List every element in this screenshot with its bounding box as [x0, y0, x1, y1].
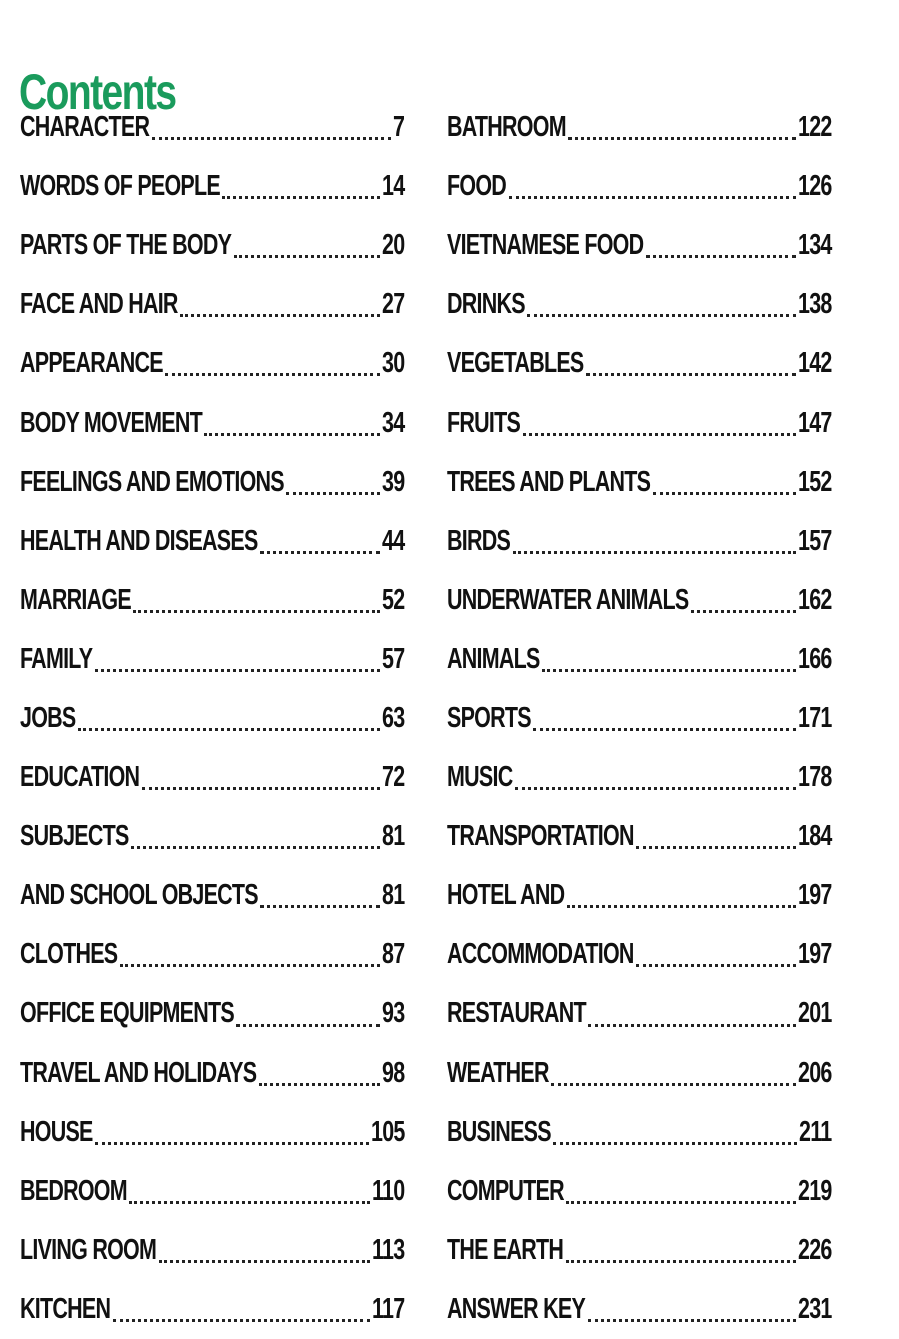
- dot-leader: [234, 255, 380, 258]
- toc-entry[interactable]: [447, 334, 832, 393]
- toc-entry[interactable]: [447, 807, 832, 866]
- toc-entry-label: MARRIAGE: [20, 583, 131, 616]
- toc-entry[interactable]: [447, 748, 832, 807]
- toc-entry[interactable]: [447, 1103, 832, 1162]
- toc-entry-page: 126: [798, 170, 832, 203]
- dot-leader: [204, 433, 380, 436]
- toc-entry-page: 81: [382, 879, 405, 912]
- toc-entry[interactable]: [447, 1280, 832, 1339]
- toc-entry[interactable]: [20, 157, 405, 216]
- dot-leader: [133, 610, 380, 613]
- toc-entry-page: 63: [382, 701, 405, 734]
- toc-entry-page: 27: [382, 288, 405, 321]
- toc-entry[interactable]: [20, 866, 405, 925]
- toc-entry-label: LIVING ROOM: [20, 1233, 157, 1266]
- toc-entry[interactable]: [447, 512, 832, 571]
- toc-entry[interactable]: [447, 925, 832, 984]
- toc-entry[interactable]: [20, 1162, 405, 1221]
- toc-entry-label: ACCOMMODATION: [447, 938, 634, 971]
- dot-leader: [691, 610, 796, 613]
- toc-entry-label: PARTS OF THE BODY: [20, 229, 232, 262]
- dot-leader: [653, 492, 796, 495]
- toc-entry-label: BODY MOVEMENT: [20, 406, 202, 439]
- toc-entry-page: 142: [798, 347, 832, 380]
- dot-leader: [567, 905, 796, 908]
- toc-entry[interactable]: [20, 275, 405, 334]
- toc-entry[interactable]: [447, 630, 832, 689]
- toc-entry[interactable]: [447, 216, 832, 275]
- toc-entry-label: FRUITS: [447, 406, 521, 439]
- toc-entry[interactable]: [20, 571, 405, 630]
- toc-entry-label: HEALTH AND DISEASES: [20, 524, 258, 557]
- toc-entry-label: CHARACTER: [20, 111, 150, 144]
- toc-entry-label: FOOD: [447, 170, 507, 203]
- toc-entry[interactable]: [20, 748, 405, 807]
- dot-leader: [286, 492, 380, 495]
- toc-entry-label: ANSWER KEY: [447, 1292, 586, 1325]
- toc-entry[interactable]: [20, 512, 405, 571]
- toc-entry-page: 166: [798, 642, 832, 675]
- dot-leader: [131, 846, 380, 849]
- toc-entry-label: MUSIC: [447, 761, 513, 794]
- dot-leader: [259, 1083, 380, 1086]
- toc-entry[interactable]: [20, 98, 405, 157]
- toc-entry-page: 72: [382, 761, 405, 794]
- toc-entry-label: BEDROOM: [20, 1174, 127, 1207]
- dot-leader: [515, 787, 796, 790]
- toc-entry-page: 197: [798, 938, 832, 971]
- toc-entry-label: HOTEL AND: [447, 879, 565, 912]
- dot-leader: [142, 787, 380, 790]
- dot-leader: [551, 1083, 796, 1086]
- page-title: Contents: [19, 63, 176, 120]
- toc-entry[interactable]: [20, 1280, 405, 1339]
- toc-entry-page: 219: [798, 1174, 832, 1207]
- toc-entry-page: 226: [798, 1233, 832, 1266]
- dot-leader: [260, 905, 380, 908]
- dot-leader: [95, 669, 380, 672]
- toc-entry-page: 57: [382, 642, 405, 675]
- toc-left-column: [20, 98, 405, 1339]
- toc-entry-page: 157: [798, 524, 832, 557]
- dot-leader: [542, 669, 796, 672]
- dot-leader: [523, 433, 796, 436]
- toc-entry[interactable]: [447, 1044, 832, 1103]
- toc-entry-page: 14: [382, 170, 405, 203]
- dot-leader: [222, 196, 380, 199]
- toc-entry[interactable]: [447, 453, 832, 512]
- dot-leader: [566, 1260, 796, 1263]
- toc-entry-label: BATHROOM: [447, 111, 566, 144]
- toc-entry-label: AND SCHOOL OBJECTS: [20, 879, 258, 912]
- dot-leader: [78, 728, 380, 731]
- dot-leader: [566, 1201, 796, 1204]
- toc-entry-page: 171: [798, 701, 832, 734]
- toc-entry-label: COMPUTER: [447, 1174, 564, 1207]
- toc-entry-label: SPORTS: [447, 701, 531, 734]
- toc-entry-label: BUSINESS: [447, 1115, 551, 1148]
- toc-entry-page: 110: [372, 1174, 405, 1207]
- toc-entry-label: JOBS: [20, 701, 76, 734]
- dot-leader: [527, 314, 796, 317]
- toc-entry-label: BIRDS: [447, 524, 511, 557]
- toc-entry[interactable]: [447, 98, 832, 157]
- dot-leader: [568, 137, 796, 140]
- toc-entry[interactable]: [447, 1221, 832, 1280]
- toc-entry-label: WORDS OF PEOPLE: [20, 170, 220, 203]
- dot-leader: [509, 196, 796, 199]
- toc-entry-page: 105: [371, 1115, 405, 1148]
- toc-entry-label: HOUSE: [20, 1115, 93, 1148]
- dot-leader: [260, 551, 380, 554]
- dot-leader: [588, 1024, 796, 1027]
- toc-entry-label: SUBJECTS: [20, 820, 129, 853]
- toc-entry[interactable]: [20, 807, 405, 866]
- toc-entry-page: 34: [382, 406, 405, 439]
- toc-entry-label: CLOTHES: [20, 938, 118, 971]
- toc-entry[interactable]: [20, 689, 405, 748]
- dot-leader: [95, 1142, 369, 1145]
- toc-entry-page: 39: [382, 465, 405, 498]
- toc-entry-label: APPEARANCE: [20, 347, 163, 380]
- toc-entry-page: 93: [382, 997, 405, 1030]
- toc-entry-page: 211: [799, 1115, 832, 1148]
- toc-entry-page: 201: [798, 997, 832, 1030]
- toc-entry-page: 162: [798, 583, 832, 616]
- toc-entry-page: 184: [798, 820, 832, 853]
- toc-entry[interactable]: [447, 866, 832, 925]
- toc-entry-page: 178: [798, 761, 832, 794]
- dot-leader: [553, 1142, 797, 1145]
- toc-entry-page: 98: [382, 1056, 405, 1089]
- toc-entry[interactable]: [447, 275, 832, 334]
- toc-entry[interactable]: [447, 157, 832, 216]
- toc-entry-label: KITCHEN: [20, 1292, 111, 1325]
- toc-entry[interactable]: [20, 216, 405, 275]
- toc-entry-label: VEGETABLES: [447, 347, 584, 380]
- dot-leader: [588, 1319, 796, 1322]
- toc-entry-page: 30: [382, 347, 405, 380]
- toc-entry-label: RESTAURANT: [447, 997, 586, 1030]
- toc-entry-page: 20: [382, 229, 405, 262]
- toc-entry-label: TREES AND PLANTS: [447, 465, 651, 498]
- toc-entry[interactable]: [20, 1044, 405, 1103]
- toc-entry-label: THE EARTH: [447, 1233, 564, 1266]
- toc-entry-label: FEELINGS AND EMOTIONS: [20, 465, 284, 498]
- dot-leader: [159, 1260, 370, 1263]
- toc-entry-page: 147: [798, 406, 832, 439]
- toc-entry-label: UNDERWATER ANIMALS: [447, 583, 689, 616]
- toc-entry-label: TRANSPORTATION: [447, 820, 634, 853]
- dot-leader: [513, 551, 796, 554]
- dot-leader: [120, 964, 380, 967]
- toc-entry-page: 81: [382, 820, 405, 853]
- toc-entry-page: 113: [372, 1233, 405, 1266]
- toc-entry[interactable]: [447, 571, 832, 630]
- toc-entry-page: 134: [798, 229, 832, 262]
- toc-entry-label: WEATHER: [447, 1056, 549, 1089]
- toc-entry-page: 138: [798, 288, 832, 321]
- toc-entry[interactable]: [20, 453, 405, 512]
- toc-right-column: [447, 98, 832, 1339]
- dot-leader: [636, 846, 796, 849]
- dot-leader: [129, 1201, 370, 1204]
- dot-leader: [152, 137, 391, 140]
- toc-entry-page: 122: [798, 111, 832, 144]
- toc-entry[interactable]: [20, 393, 405, 452]
- dot-leader: [113, 1319, 370, 1322]
- toc-entry-label: TRAVEL AND HOLIDAYS: [20, 1056, 257, 1089]
- toc-entry-label: FACE AND HAIR: [20, 288, 178, 321]
- toc-entry[interactable]: [447, 1162, 832, 1221]
- toc-entry[interactable]: [20, 334, 405, 393]
- toc-entry-page: 206: [798, 1056, 832, 1089]
- toc-entry-page: 87: [382, 938, 405, 971]
- toc-entry[interactable]: [447, 393, 832, 452]
- dot-leader: [646, 255, 796, 258]
- toc-entry-label: ANIMALS: [447, 642, 540, 675]
- toc-entry[interactable]: [447, 984, 832, 1043]
- toc-entry[interactable]: [20, 1103, 405, 1162]
- dot-leader: [533, 728, 796, 731]
- toc-entry[interactable]: [20, 984, 405, 1043]
- toc-entry[interactable]: [447, 689, 832, 748]
- toc-entry[interactable]: [20, 925, 405, 984]
- dot-leader: [636, 964, 796, 967]
- dot-leader: [180, 314, 380, 317]
- toc-entry-label: DRINKS: [447, 288, 525, 321]
- toc-entry-page: 197: [798, 879, 832, 912]
- dot-leader: [586, 373, 796, 376]
- toc-entry-page: 7: [393, 111, 405, 144]
- toc-entry-page: 117: [372, 1292, 405, 1325]
- toc-entry-page: 44: [382, 524, 405, 557]
- dot-leader: [165, 373, 380, 376]
- toc-entry-page: 152: [798, 465, 832, 498]
- dot-leader: [236, 1024, 380, 1027]
- toc-entry-label: EDUCATION: [20, 761, 140, 794]
- toc-entry-label: VIETNAMESE FOOD: [447, 229, 644, 262]
- toc-entry[interactable]: [20, 630, 405, 689]
- toc-entry-page: 52: [382, 583, 405, 616]
- toc-entry-label: FAMILY: [20, 642, 93, 675]
- toc-entry[interactable]: [20, 1221, 405, 1280]
- toc-entry-label: OFFICE EQUIPMENTS: [20, 997, 234, 1030]
- toc-entry-page: 231: [798, 1292, 832, 1325]
